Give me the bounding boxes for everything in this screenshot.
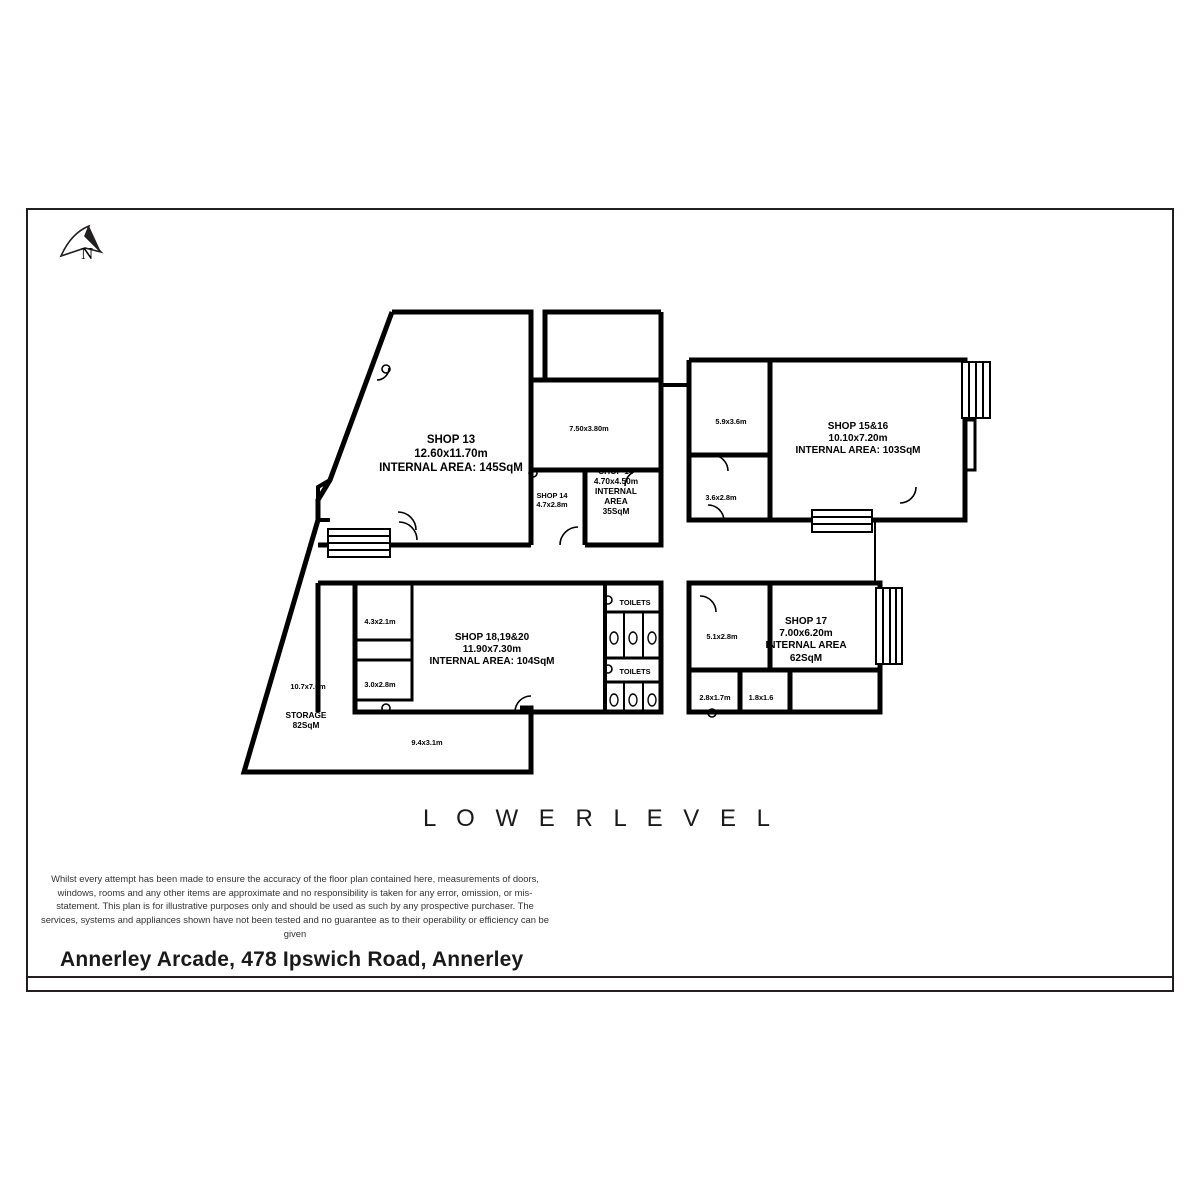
toilets-label: TOILETS <box>619 667 651 676</box>
room-label-shop-17: SHOP 17 7.00x6.20m INTERNAL AREA 62SqM <box>765 616 847 664</box>
dimension-label: 3.6x2.8m <box>705 493 737 502</box>
dimension-label: 1.8x1.6 <box>748 693 774 702</box>
property-address: Annerley Arcade, 478 Ipswich Road, Annerley <box>60 948 524 971</box>
room-label-shop-15-16: SHOP 15&16 10.10x7.20m INTERNAL AREA: 103SqM <box>795 421 921 457</box>
title-bar <box>26 934 1174 992</box>
dimension-label: 3.0x2.8m <box>364 680 396 689</box>
dimension-label: 5.1x2.8m <box>706 632 738 641</box>
dimension-label: 4.3x2.1m <box>364 617 396 626</box>
room-label-shop-18-19-20: SHOP 18,19&20 11.90x7.30m INTERNAL AREA: 104SqM <box>429 632 555 668</box>
north-letter: N <box>81 244 94 263</box>
dimension-label: 7.50x3.80m <box>569 424 609 433</box>
dimension-label: 9.4x3.1m <box>411 738 443 747</box>
level-title: L O W E R L E V E L <box>423 805 777 832</box>
room-label-shop-14-small: SHOP 14 4.7x2.8m <box>536 491 568 510</box>
disclaimer-text: Whilst every attempt has been made to ensure the accuracy of the floor plan contained here, measurements of doors, windows, rooms and any other items are approximate and no responsibility is taken for any error, omission, or mis-statement. This plan is for illustrative purposes only and should be used as such by any prospective purchaser. The services, systems and appliances shown have not been tested and no guarantee as to their operability or efficiency can be given <box>41 873 549 939</box>
room-label-storage: STORAGE 82SqM <box>285 710 327 731</box>
dimension-label: 10.7x7.6m <box>290 682 326 691</box>
room-label-shop-13: SHOP 13 12.60x11.70m INTERNAL AREA: 145SqM <box>379 434 523 475</box>
dimension-label: 5.9x3.6m <box>715 417 747 426</box>
room-label-shop-14: SHOP 14 4.70x4.50m INTERNAL AREA 35SqM <box>593 466 639 517</box>
dimension-label: 2.8x1.7m <box>699 693 731 702</box>
toilets-label: TOILETS <box>619 598 651 607</box>
